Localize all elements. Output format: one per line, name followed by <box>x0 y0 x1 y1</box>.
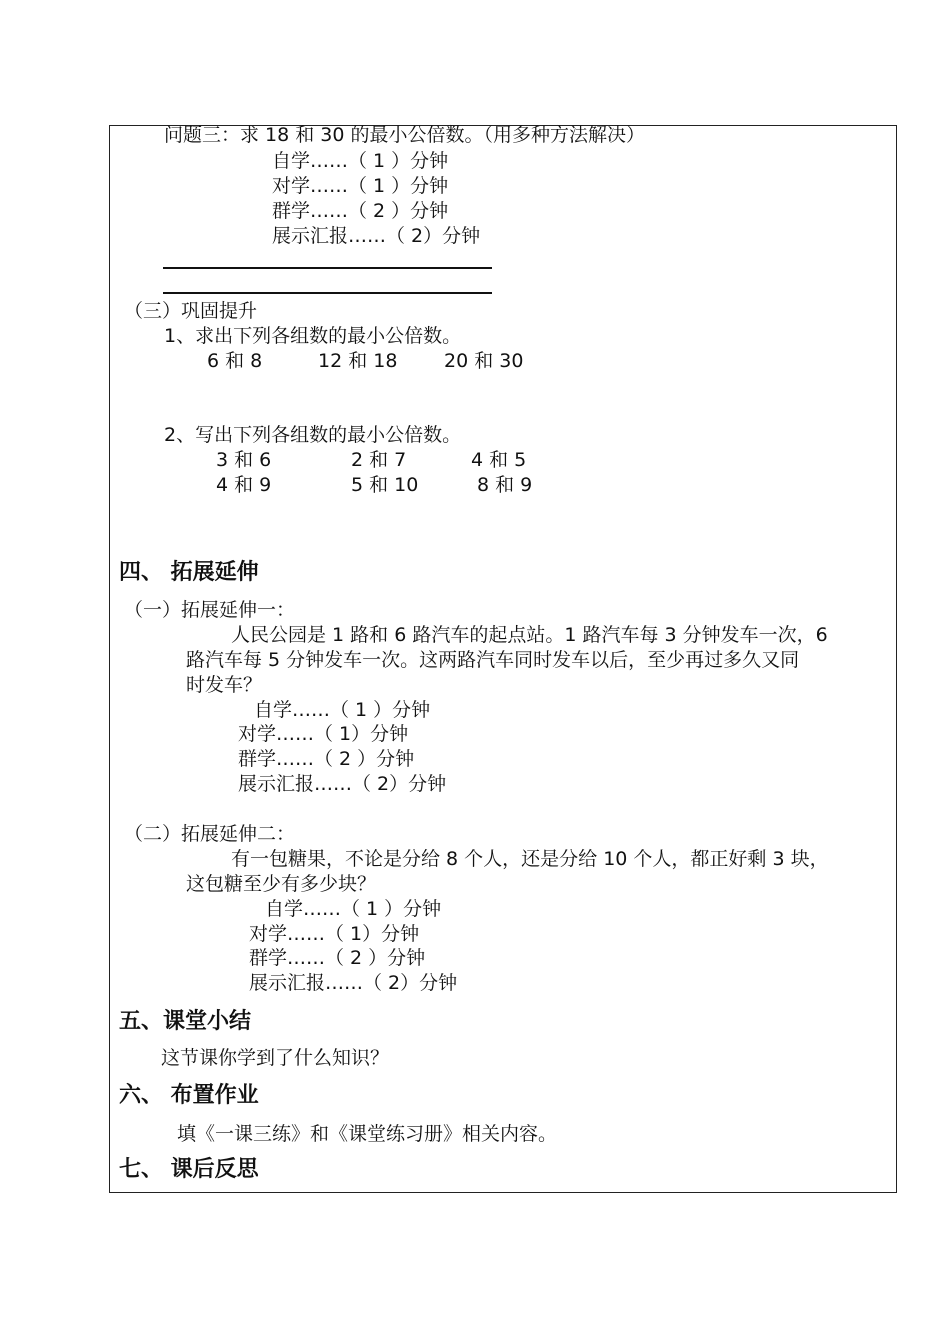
section6-text: 填《一课三练》和《课堂练习册》相关内容。 <box>177 1123 558 1145</box>
answer-line <box>163 292 492 294</box>
extension1-step-presentation: 展示汇报……（ 2）分钟 <box>238 773 447 795</box>
problem3-step-presentation: 展示汇报……（ 2）分钟 <box>272 225 481 247</box>
extension1-text: 人民公园是 1 路和 6 路汽车的起点站。1 路汽车每 3 分钟发车一次，6 <box>231 624 828 646</box>
problem3-step-self-study: 自学……（ 1 ）分钟 <box>272 150 449 172</box>
q2-item: 8 和 9 <box>477 474 533 496</box>
q1-item: 20 和 30 <box>444 350 524 372</box>
problem3-step-pair-study: 对学……（ 1 ）分钟 <box>272 175 449 197</box>
q1-item: 6 和 8 <box>207 350 263 372</box>
consolidate-heading: （三）巩固提升 <box>124 300 258 322</box>
section5-heading: 五、课堂小结 <box>119 1009 252 1034</box>
section7-heading: 七、 课后反思 <box>119 1157 259 1182</box>
extension2-step-pair-study: 对学……（ 1）分钟 <box>249 923 420 945</box>
extension1-step-self-study: 自学……（ 1 ）分钟 <box>254 699 431 721</box>
extension1-step-pair-study: 对学……（ 1）分钟 <box>238 723 409 745</box>
problem3-title: 问题三：求 18 和 30 的最小公倍数。（用多种方法解决） <box>164 124 646 146</box>
extension2-title: （二）拓展延伸二： <box>124 823 296 845</box>
extension2-step-presentation: 展示汇报……（ 2）分钟 <box>249 972 458 994</box>
section4-heading: 四、 拓展延伸 <box>119 560 259 585</box>
extension1-step-group-study: 群学……（ 2 ）分钟 <box>238 748 415 770</box>
section6-heading: 六、 布置作业 <box>119 1083 259 1108</box>
q2-item: 4 和 5 <box>471 449 527 471</box>
consolidate-question-2: 2、写出下列各组数的最小公倍数。 <box>164 424 462 446</box>
extension1-text: 时发车？ <box>186 674 263 696</box>
q2-item: 4 和 9 <box>216 474 272 496</box>
section5-text: 这节课你学到了什么知识？ <box>161 1047 390 1069</box>
answer-line <box>163 267 492 269</box>
q1-item: 12 和 18 <box>318 350 398 372</box>
extension1-title: （一）拓展延伸一： <box>124 599 296 621</box>
q2-item: 3 和 6 <box>216 449 272 471</box>
q2-item: 2 和 7 <box>351 449 407 471</box>
consolidate-question-1: 1、求出下列各组数的最小公倍数。 <box>164 325 462 347</box>
problem3-step-group-study: 群学……（ 2 ）分钟 <box>272 200 449 222</box>
extension1-text: 路汽车每 5 分钟发车一次。这两路汽车同时发车以后，至少再过多久又同 <box>186 649 800 671</box>
extension2-step-self-study: 自学……（ 1 ）分钟 <box>265 898 442 920</box>
extension2-text: 有一包糖果，不论是分给 8 个人，还是分给 10 个人，都正好剩 3 块， <box>231 848 829 870</box>
q2-item: 5 和 10 <box>351 474 419 496</box>
extension2-text: 这包糖至少有多少块？ <box>186 873 377 895</box>
extension2-step-group-study: 群学……（ 2 ）分钟 <box>249 947 426 969</box>
